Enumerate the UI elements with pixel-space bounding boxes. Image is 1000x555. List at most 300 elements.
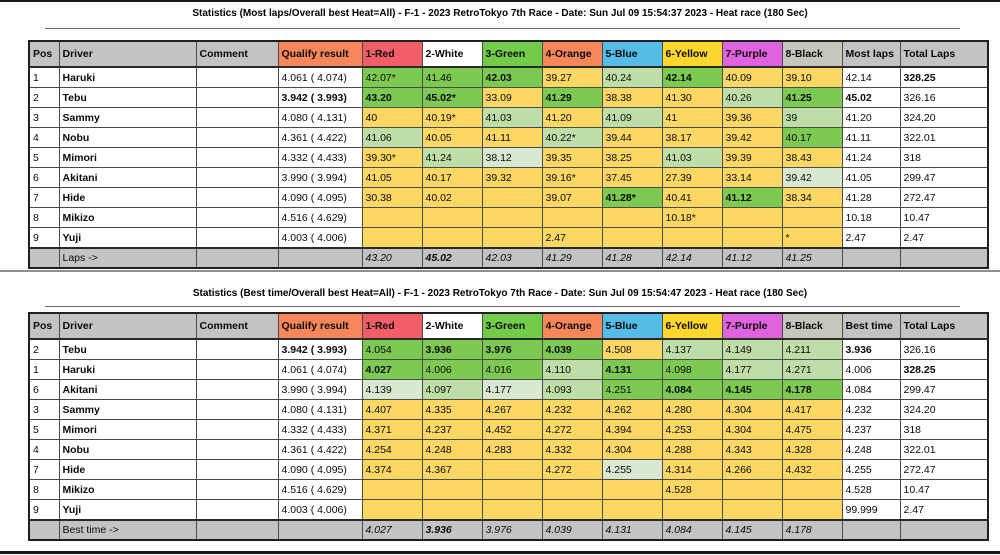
heat-lap-cell — [542, 500, 602, 521]
total-laps-cell: 326.16 — [900, 88, 988, 108]
heat-lap-cell: 4.084 — [662, 380, 722, 400]
heat-lap-cell: 40.26 — [722, 88, 782, 108]
heat-lap-cell: 4.110 — [542, 360, 602, 380]
column-header-comment: Comment — [196, 41, 278, 67]
title-rule — [45, 306, 960, 307]
heat-lap-cell: 4.178 — [782, 380, 842, 400]
heat-lap-cell: 4.367 — [422, 460, 482, 480]
driver-cell: Nobu — [59, 440, 196, 460]
heat-lap-cell — [782, 480, 842, 500]
result-cell: 4.255 — [842, 460, 900, 480]
total-laps-cell: 322.01 — [900, 128, 988, 148]
heat-lap-cell: 4.145 — [722, 380, 782, 400]
driver-row — [29, 108, 988, 128]
heat-lap-cell: 4.149 — [722, 339, 782, 360]
footer-comment-cell — [196, 520, 278, 540]
driver-cell: Akitani — [59, 168, 196, 188]
driver-cell: Nobu — [59, 128, 196, 148]
column-header-pos: Pos — [29, 41, 59, 67]
heat-lap-cell: 41.20 — [542, 108, 602, 128]
heat-lap-cell: 39.35 — [542, 148, 602, 168]
heat-lap-cell: 39.42 — [722, 128, 782, 148]
driver-row — [29, 128, 988, 148]
heat-lap-cell: 3.936 — [422, 339, 482, 360]
column-header-1-red: 1-Red — [362, 41, 422, 67]
qualify-cell: 4.061 ( 4.074) — [278, 360, 362, 380]
header-row — [29, 313, 988, 339]
driver-row — [29, 339, 988, 360]
footer-result-cell — [842, 248, 900, 268]
heat-lap-cell: 33.09 — [482, 88, 542, 108]
heat-lap-cell: 4.016 — [482, 360, 542, 380]
driver-cell: Mikizo — [59, 208, 196, 228]
heat-lap-cell: 45.02* — [422, 88, 482, 108]
pos-cell: 5 — [29, 420, 59, 440]
heat-lap-cell: 4.054 — [362, 339, 422, 360]
heat-lap-cell: 42.14 — [662, 67, 722, 88]
heat-lap-cell: 39 — [782, 108, 842, 128]
driver-row — [29, 148, 988, 168]
footer-total-cell — [900, 248, 988, 268]
column-header-2-white: 2-White — [422, 41, 482, 67]
heat-lap-cell: 40.17 — [782, 128, 842, 148]
result-cell: 2.47 — [842, 228, 900, 249]
heat-lap-cell: 41.12 — [722, 188, 782, 208]
header-row — [29, 41, 988, 67]
result-cell: 41.11 — [842, 128, 900, 148]
footer-qualify-cell — [278, 248, 362, 268]
comment-cell — [196, 460, 278, 480]
comment-cell — [196, 108, 278, 128]
driver-row — [29, 500, 988, 521]
heat-lap-cell: 41.28* — [602, 188, 662, 208]
qualify-cell: 4.332 ( 4.433) — [278, 148, 362, 168]
heat-lap-cell: 4.508 — [602, 339, 662, 360]
driver-cell: Haruki — [59, 67, 196, 88]
total-laps-cell: 328.25 — [900, 360, 988, 380]
heat-lap-cell: 10.18* — [662, 208, 722, 228]
heat-lap-cell — [362, 480, 422, 500]
heat-lap-cell: 4.006 — [422, 360, 482, 380]
heat-lap-cell: 33.14 — [722, 168, 782, 188]
total-laps-cell: 272.47 — [900, 188, 988, 208]
driver-cell: Mimori — [59, 420, 196, 440]
footer-label-cell: Laps -> — [59, 248, 196, 268]
driver-cell: Sammy — [59, 108, 196, 128]
heat-lap-cell: 2.47 — [542, 228, 602, 249]
heat-lap-cell: 41.09 — [602, 108, 662, 128]
driver-row — [29, 360, 988, 380]
heat-lap-cell: 39.07 — [542, 188, 602, 208]
column-header-3-green: 3-Green — [482, 313, 542, 339]
footer-heat-best-cell: 3.976 — [482, 520, 542, 540]
heat-lap-cell: 4.374 — [362, 460, 422, 480]
comment-cell — [196, 339, 278, 360]
heat-lap-cell: 4.097 — [422, 380, 482, 400]
driver-cell: Tebu — [59, 88, 196, 108]
qualify-cell: 3.942 ( 3.993) — [278, 88, 362, 108]
comment-cell — [196, 88, 278, 108]
result-cell: 41.20 — [842, 108, 900, 128]
column-header-best-time: Best time — [842, 313, 900, 339]
heat-lap-cell: 42.03 — [482, 67, 542, 88]
heat-lap-cell: 41.05 — [362, 168, 422, 188]
footer-heat-best-cell: 41.25 — [782, 248, 842, 268]
heat-lap-cell: 4.251 — [602, 380, 662, 400]
heat-lap-cell: 40 — [362, 108, 422, 128]
qualify-cell: 4.090 ( 4.095) — [278, 460, 362, 480]
heat-lap-cell: 4.098 — [662, 360, 722, 380]
pos-cell: 3 — [29, 400, 59, 420]
column-header-7-purple: 7-Purple — [722, 313, 782, 339]
heat-lap-cell: 40.41 — [662, 188, 722, 208]
total-laps-cell: 2.47 — [900, 228, 988, 249]
footer-pos-cell — [29, 520, 59, 540]
result-cell: 41.24 — [842, 148, 900, 168]
heat-lap-cell: 4.272 — [542, 460, 602, 480]
pos-cell: 9 — [29, 228, 59, 249]
comment-cell — [196, 480, 278, 500]
qualify-cell: 4.080 ( 4.131) — [278, 108, 362, 128]
heat-lap-cell — [422, 480, 482, 500]
heat-lap-cell: 39.39 — [722, 148, 782, 168]
qualify-cell: 4.061 ( 4.074) — [278, 67, 362, 88]
footer-heat-best-cell: 4.027 — [362, 520, 422, 540]
heat-lap-cell: 40.09 — [722, 67, 782, 88]
heat-lap-cell: 40.19* — [422, 108, 482, 128]
driver-cell: Yuji — [59, 228, 196, 249]
column-header-qualify-result: Qualify result — [278, 313, 362, 339]
heat-lap-cell — [482, 480, 542, 500]
heat-lap-cell: 39.44 — [602, 128, 662, 148]
heat-lap-cell: 4.139 — [362, 380, 422, 400]
pos-cell: 4 — [29, 440, 59, 460]
result-cell: 4.528 — [842, 480, 900, 500]
driver-row — [29, 168, 988, 188]
result-cell: 41.05 — [842, 168, 900, 188]
comment-cell — [196, 148, 278, 168]
total-laps-cell: 299.47 — [900, 168, 988, 188]
heat-lap-cell — [362, 500, 422, 521]
column-header-qualify-result: Qualify result — [278, 41, 362, 67]
heat-lap-cell: 40.02 — [422, 188, 482, 208]
heat-lap-cell — [662, 500, 722, 521]
footer-comment-cell — [196, 248, 278, 268]
heat-lap-cell: 3.976 — [482, 339, 542, 360]
heat-lap-cell — [482, 460, 542, 480]
footer-heat-best-cell: 43.20 — [362, 248, 422, 268]
pos-cell: 6 — [29, 380, 59, 400]
pos-cell: 2 — [29, 339, 59, 360]
column-header-2-white: 2-White — [422, 313, 482, 339]
heat-lap-cell: 41.30 — [662, 88, 722, 108]
heat-lap-cell — [542, 208, 602, 228]
column-header-8-black: 8-Black — [782, 41, 842, 67]
total-laps-cell: 324.20 — [900, 108, 988, 128]
heat-lap-cell: 4.432 — [782, 460, 842, 480]
heat-lap-cell: 39.42 — [782, 168, 842, 188]
total-laps-cell: 326.16 — [900, 339, 988, 360]
pos-cell: 5 — [29, 148, 59, 168]
heat-lap-cell: 4.343 — [722, 440, 782, 460]
heat-lap-cell — [602, 208, 662, 228]
heat-lap-cell: 38.43 — [782, 148, 842, 168]
column-header-comment: Comment — [196, 313, 278, 339]
heat-lap-cell: 4.452 — [482, 420, 542, 440]
heat-lap-cell: 41.29 — [542, 88, 602, 108]
footer-qualify-cell — [278, 520, 362, 540]
heat-lap-cell: 40.05 — [422, 128, 482, 148]
title-rule — [45, 28, 960, 29]
pos-cell: 7 — [29, 188, 59, 208]
heat-lap-cell: 4.253 — [662, 420, 722, 440]
heat-lap-cell: 39.32 — [482, 168, 542, 188]
heat-lap-cell: 4.304 — [602, 440, 662, 460]
page-bottom-border — [0, 551, 1000, 554]
footer-heat-best-cell: 42.03 — [482, 248, 542, 268]
result-cell: 4.084 — [842, 380, 900, 400]
pos-cell: 1 — [29, 360, 59, 380]
total-laps-cell: 324.20 — [900, 400, 988, 420]
heat-lap-cell: 4.271 — [782, 360, 842, 380]
heat-lap-cell: 37.45 — [602, 168, 662, 188]
heat-lap-cell: 4.255 — [602, 460, 662, 480]
column-header-5-blue: 5-Blue — [602, 313, 662, 339]
heat-lap-cell: 41.06 — [362, 128, 422, 148]
heat-lap-cell: 38.34 — [782, 188, 842, 208]
result-cell: 10.18 — [842, 208, 900, 228]
driver-cell: Sammy — [59, 400, 196, 420]
best-time-table — [28, 312, 989, 541]
column-header-driver: Driver — [59, 313, 196, 339]
heat-lap-cell: 4.267 — [482, 400, 542, 420]
column-header-6-yellow: 6-Yellow — [662, 41, 722, 67]
driver-cell: Mimori — [59, 148, 196, 168]
driver-row — [29, 400, 988, 420]
total-laps-cell: 322.01 — [900, 440, 988, 460]
footer-heat-best-cell: 41.28 — [602, 248, 662, 268]
heat-lap-cell: 4.254 — [362, 440, 422, 460]
heat-lap-cell: 38.17 — [662, 128, 722, 148]
heat-lap-cell: 39.27 — [542, 67, 602, 88]
comment-cell — [196, 208, 278, 228]
heat-lap-cell — [602, 500, 662, 521]
heat-lap-cell: 4.266 — [722, 460, 782, 480]
column-header-6-yellow: 6-Yellow — [662, 313, 722, 339]
column-header-4-orange: 4-Orange — [542, 313, 602, 339]
heat-lap-cell: 4.335 — [422, 400, 482, 420]
column-header-most-laps: Most laps — [842, 41, 900, 67]
heat-lap-cell: 39.16* — [542, 168, 602, 188]
result-cell: 99.999 — [842, 500, 900, 521]
footer-heat-best-cell: 3.936 — [422, 520, 482, 540]
heat-lap-cell — [662, 228, 722, 249]
heat-lap-cell: 40.17 — [422, 168, 482, 188]
qualify-cell: 4.361 ( 4.422) — [278, 440, 362, 460]
heat-lap-cell: 4.394 — [602, 420, 662, 440]
pos-cell: 4 — [29, 128, 59, 148]
column-header-1-red: 1-Red — [362, 313, 422, 339]
heat-lap-cell: 4.039 — [542, 339, 602, 360]
heat-lap-cell: 41.11 — [482, 128, 542, 148]
heat-lap-cell: 4.237 — [422, 420, 482, 440]
footer-pos-cell — [29, 248, 59, 268]
heat-lap-cell: 4.288 — [662, 440, 722, 460]
best-time-report-title: Statistics (Best time/Overall best Heat=All) - F-1 - 2023 RetroTokyo 7th Race - Date: Sun Jul 09 15:54:47 2023 - Heat race (180 Sec) — [192, 288, 808, 299]
comment-cell — [196, 228, 278, 249]
qualify-cell: 4.516 ( 4.629) — [278, 480, 362, 500]
heat-lap-cell: 4.262 — [602, 400, 662, 420]
heat-lap-cell: 4.417 — [782, 400, 842, 420]
qualify-cell: 4.332 ( 4.433) — [278, 420, 362, 440]
total-laps-cell: 2.47 — [900, 500, 988, 521]
heat-lap-cell: 4.272 — [542, 420, 602, 440]
heat-lap-cell: 4.407 — [362, 400, 422, 420]
driver-row — [29, 480, 988, 500]
driver-row — [29, 440, 988, 460]
footer-total-cell — [900, 520, 988, 540]
driver-row — [29, 88, 988, 108]
heat-lap-cell — [722, 208, 782, 228]
total-laps-cell: 318 — [900, 148, 988, 168]
heat-lap-cell: 38.38 — [602, 88, 662, 108]
comment-cell — [196, 360, 278, 380]
heat-lap-cell: 4.280 — [662, 400, 722, 420]
footer-heat-best-cell: 4.131 — [602, 520, 662, 540]
heat-lap-cell: 4.528 — [662, 480, 722, 500]
heat-lap-cell: 4.027 — [362, 360, 422, 380]
footer-result-cell — [842, 520, 900, 540]
total-laps-cell: 10.47 — [900, 208, 988, 228]
driver-row — [29, 380, 988, 400]
driver-row — [29, 208, 988, 228]
heat-lap-cell: 30.38 — [362, 188, 422, 208]
result-cell: 42.14 — [842, 67, 900, 88]
heat-lap-cell — [482, 208, 542, 228]
heat-lap-cell: 4.131 — [602, 360, 662, 380]
column-header-4-orange: 4-Orange — [542, 41, 602, 67]
footer-heat-best-cell: 45.02 — [422, 248, 482, 268]
heat-lap-cell: 41.03 — [662, 148, 722, 168]
column-header-3-green: 3-Green — [482, 41, 542, 67]
driver-cell: Akitani — [59, 380, 196, 400]
heat-lap-cell: 40.24 — [602, 67, 662, 88]
qualify-cell: 4.080 ( 4.131) — [278, 400, 362, 420]
pos-cell: 8 — [29, 208, 59, 228]
footer-heat-best-cell: 4.178 — [782, 520, 842, 540]
heat-lap-cell: 27.39 — [662, 168, 722, 188]
comment-cell — [196, 128, 278, 148]
heat-lap-cell: * — [782, 228, 842, 249]
total-laps-cell: 318 — [900, 420, 988, 440]
page-top-border — [0, 0, 1000, 2]
result-cell: 4.006 — [842, 360, 900, 380]
footer-heat-best-cell: 4.039 — [542, 520, 602, 540]
pos-cell: 3 — [29, 108, 59, 128]
heat-lap-cell — [362, 228, 422, 249]
heat-lap-cell: 4.332 — [542, 440, 602, 460]
qualify-cell: 4.090 ( 4.095) — [278, 188, 362, 208]
heat-lap-cell — [782, 208, 842, 228]
heat-lap-cell: 39.10 — [782, 67, 842, 88]
pos-cell: 8 — [29, 480, 59, 500]
heat-lap-cell: 39.36 — [722, 108, 782, 128]
footer-heat-best-cell: 42.14 — [662, 248, 722, 268]
heat-lap-cell: 4.328 — [782, 440, 842, 460]
heat-lap-cell: 4.283 — [482, 440, 542, 460]
pos-cell: 1 — [29, 67, 59, 88]
heat-lap-cell: 4.248 — [422, 440, 482, 460]
comment-cell — [196, 188, 278, 208]
heat-lap-cell: 38.12 — [482, 148, 542, 168]
qualify-cell: 4.516 ( 4.629) — [278, 208, 362, 228]
total-laps-cell: 328.25 — [900, 67, 988, 88]
column-header-total-laps: Total Laps — [900, 313, 988, 339]
heat-lap-cell: 38.25 — [602, 148, 662, 168]
heat-lap-cell — [422, 208, 482, 228]
summary-row — [29, 520, 988, 540]
footer-heat-best-cell: 41.29 — [542, 248, 602, 268]
comment-cell — [196, 400, 278, 420]
heat-lap-cell: 41.03 — [482, 108, 542, 128]
footer-heat-best-cell: 4.084 — [662, 520, 722, 540]
driver-row — [29, 420, 988, 440]
pos-cell: 7 — [29, 460, 59, 480]
heat-lap-cell: 4.137 — [662, 339, 722, 360]
qualify-cell: 3.990 ( 3.994) — [278, 380, 362, 400]
column-header-5-blue: 5-Blue — [602, 41, 662, 67]
column-header-8-black: 8-Black — [782, 313, 842, 339]
driver-cell: Tebu — [59, 339, 196, 360]
heat-lap-cell: 41.25 — [782, 88, 842, 108]
qualify-cell: 4.361 ( 4.422) — [278, 128, 362, 148]
heat-lap-cell — [722, 500, 782, 521]
footer-heat-best-cell: 4.145 — [722, 520, 782, 540]
driver-row — [29, 188, 988, 208]
driver-row — [29, 460, 988, 480]
heat-lap-cell — [722, 480, 782, 500]
pos-cell: 6 — [29, 168, 59, 188]
driver-cell: Haruki — [59, 360, 196, 380]
comment-cell — [196, 380, 278, 400]
heat-lap-cell: 4.371 — [362, 420, 422, 440]
heat-lap-cell: 4.232 — [542, 400, 602, 420]
heat-lap-cell: 43.20 — [362, 88, 422, 108]
comment-cell — [196, 67, 278, 88]
comment-cell — [196, 440, 278, 460]
heat-lap-cell — [482, 228, 542, 249]
heat-lap-cell — [362, 208, 422, 228]
result-cell: 45.02 — [842, 88, 900, 108]
pos-cell: 2 — [29, 88, 59, 108]
result-cell: 4.232 — [842, 400, 900, 420]
total-laps-cell: 272.47 — [900, 460, 988, 480]
result-cell: 4.248 — [842, 440, 900, 460]
heat-lap-cell: 4.177 — [722, 360, 782, 380]
comment-cell — [196, 500, 278, 521]
footer-heat-best-cell: 41.12 — [722, 248, 782, 268]
most-laps-report-title: Statistics (Most laps/Overall best Heat=All) - F-1 - 2023 RetroTokyo 7th Race - Date: Sun Jul 09 15:54:37 2023 - Heat race (180 Sec) — [192, 8, 808, 19]
heat-lap-cell: 41.24 — [422, 148, 482, 168]
heat-lap-cell: 41 — [662, 108, 722, 128]
qualify-cell: 3.942 ( 3.993) — [278, 339, 362, 360]
summary-row — [29, 248, 988, 268]
heat-lap-cell: 41.46 — [422, 67, 482, 88]
heat-lap-cell — [542, 480, 602, 500]
qualify-cell: 4.003 ( 4.006) — [278, 228, 362, 249]
column-header-7-purple: 7-Purple — [722, 41, 782, 67]
heat-lap-cell — [422, 228, 482, 249]
